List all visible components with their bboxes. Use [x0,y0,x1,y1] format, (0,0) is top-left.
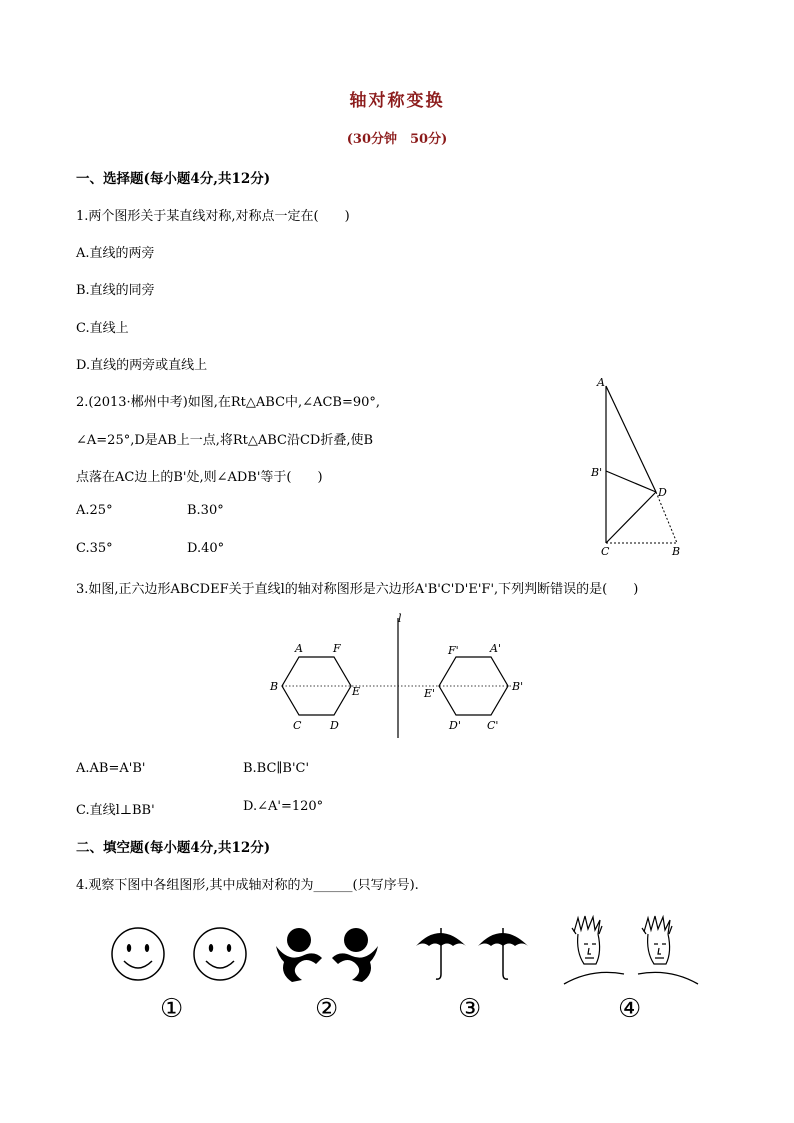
label-f: F [333,642,341,655]
question-3-option-c: C.直线l⊥BB' [76,803,155,818]
point-label-a: A [597,376,605,389]
question-3-option-a: A.AB=A'B' [76,761,146,776]
question-4-stem: 4.观察下图中各组图形,其中成轴对称的为______(只写序号). [76,878,419,893]
question-2-option-c: C.35° [76,541,113,556]
smiley-face-icon [112,928,164,980]
question-3-option-b: B.BC∥B'C' [243,761,310,776]
group-label-1: ① [160,994,184,1024]
group-label-4: ④ [618,994,642,1024]
scarf-figure-icon [276,928,322,982]
umbrella-icon [416,928,466,979]
hexagon-reflection-figure [262,610,532,740]
triangle-fold-figure [585,370,695,560]
label-d: D [330,719,339,732]
segment-cd [606,492,656,543]
question-1-stem: 1.两个图形关于某直线对称,对称点一定在( ) [76,209,350,224]
label-fprime: F' [448,644,459,657]
smiley-face-icon [194,928,246,980]
question-2-option-a: A.25° [76,503,113,518]
page-subtitle: (30分钟 50分) [346,132,448,147]
section-heading-fill: 二、填空题(每小题4分,共12分) [76,840,271,856]
umbrellas-group [410,918,535,988]
question-2-line-1: 2.(2013·郴州中考)如图,在Rt△ABC中,∠ACB=90°, [76,395,381,410]
segment-ad [606,386,656,492]
question-1-option-d: D.直线的两旁或直线上 [76,358,208,373]
point-label-d: D [658,486,667,499]
spiky-hair-group [562,912,702,992]
page-title: 轴对称变换 [349,91,445,111]
label-eprime: E' [424,687,436,700]
label-bprime: B' [512,680,524,693]
label-aprime: A' [490,642,501,655]
question-1-option-c: C.直线上 [76,321,129,336]
group-label-2: ② [315,994,339,1024]
question-3-option-d: D.∠A'=120° [243,799,324,814]
spiky-hair-face-icon [642,916,672,964]
question-1-option-a: A.直线的两旁 [76,246,155,261]
question-2-line-2: ∠A=25°,D是AB上一点,将Rt△ABC沿CD折叠,使B [76,433,374,448]
umbrella-icon [478,928,528,979]
label-b: B [270,680,279,693]
question-3-stem: 3.如图,正六边形ABCDEF关于直线l的轴对称图形是六边形A'B'C'D'E'F',下列判断错误的是( ) [76,582,639,597]
hexagon-reflected [439,657,508,715]
hill-line [564,972,698,984]
scarf-figures-group [268,918,388,988]
segment-db-dashed [656,492,677,543]
label-c: C [293,719,302,732]
section-heading-choice: 一、选择题(每小题4分,共12分) [76,171,271,187]
spiky-hair-face-icon [572,916,602,964]
segment-bpd [606,471,656,492]
label-dprime: D' [449,719,461,732]
label-a: A [295,642,303,655]
smiley-faces-group [105,918,260,988]
hexagon-abcdef [282,657,351,715]
group-label-3: ③ [458,994,482,1024]
question-1-option-b: B.直线的同旁 [76,283,155,298]
axis-label-l: l [398,612,402,625]
point-label-b: B [672,545,681,558]
point-label-bprime: B' [591,466,603,479]
scarf-figure-icon [332,928,378,982]
question-2-line-3: 点落在AC边上的B'处,则∠ADB'等于( ) [76,470,323,485]
question-2-option-b: B.30° [187,503,224,518]
point-label-c: C [601,545,610,558]
question-2-option-d: D.40° [187,541,225,556]
label-e: E [352,685,361,698]
label-cprime: C' [487,719,499,732]
